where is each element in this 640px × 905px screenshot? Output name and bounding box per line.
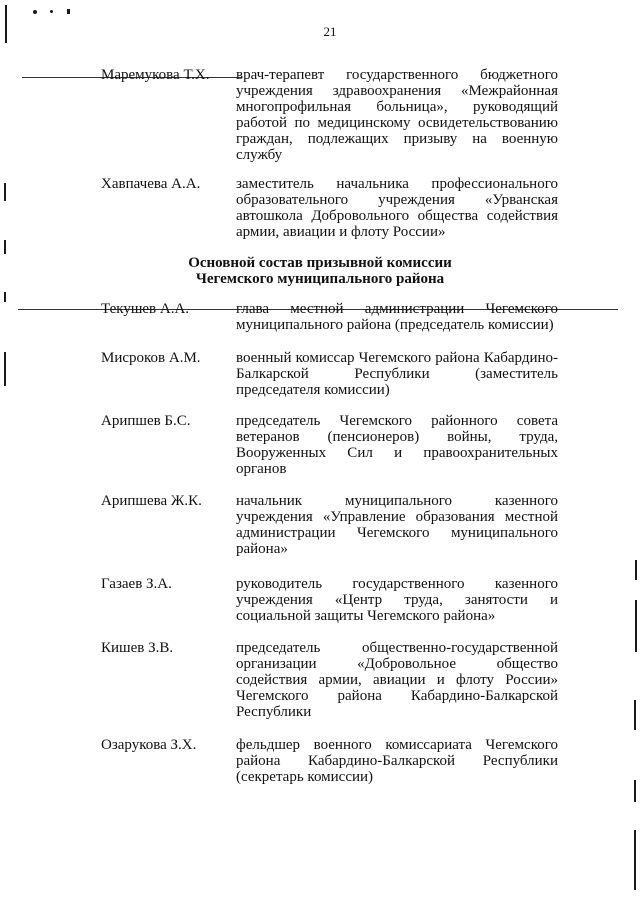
member-position: врач-терапевт государственного бюджетного учреждения здравоохранения «Межрайонная многопрофильная больница», руководящий работой по медицинскому освидетельствованию граждан, подлежащих призыву на военную службу (236, 67, 558, 163)
scan-mark-top-dot-3 (67, 9, 70, 14)
scan-mark-top-dot-2 (50, 10, 53, 13)
scan-mark-right-3 (634, 700, 636, 730)
member-name: Мисроков А.М. (101, 350, 201, 366)
section-heading-line-2: Чегемского муниципального района (195, 271, 445, 287)
member-name: Хавпачева А.А. (101, 176, 201, 192)
scan-mark-left-2 (4, 183, 6, 201)
member-name: Текушев А.А. (101, 301, 190, 317)
member-name: Арипшев Б.С. (101, 413, 191, 429)
scan-mark-top-dot-1 (33, 10, 37, 14)
member-position: заместитель начальника профессионального образовательного учреждения «Урванская автошкола Добровольного общества содействия армии, авиации и флоту России» (236, 176, 558, 240)
member-name: Маремукова Т.Х. (101, 67, 210, 83)
member-name: Кишев З.В. (101, 640, 174, 656)
section-heading (0, 255, 640, 287)
member-position: военный комиссар Чегемского района Кабардино-Балкарской Республики (заместитель председателя комиссии) (236, 350, 558, 398)
member-position: председатель Чегемского районного совета ветеранов (пенсионеров) войны, труда, Вооруженных Сил и правоохранительных органов (236, 413, 558, 477)
member-position: председатель общественно-государственной организации «Добровольное общество содействия армии, авиации и флоту России» Чегемского района Кабардино-Балкарской Республики (236, 640, 558, 720)
section-heading-line-1: Основной состав призывной комиссии (188, 255, 452, 271)
member-position: руководитель государственного казенного учреждения «Центр труда, занятости и социальной защиты Чегемского района» (236, 576, 558, 624)
scan-mark-left-4 (4, 292, 6, 302)
member-name: Арипшева Ж.К. (101, 493, 202, 509)
page-number: 21 (323, 24, 337, 39)
scan-mark-left-5 (4, 352, 6, 386)
scan-mark-left-3 (4, 240, 6, 254)
member-position: начальник муниципального казенного учреждения «Управление образования местной администрации Чегемского муниципального района» (236, 493, 558, 557)
member-name: Озарукова З.Х. (101, 737, 197, 753)
scan-mark-right-1 (635, 560, 637, 580)
member-position: фельдшер военного комиссариата Чегемского района Кабардино-Балкарской Республики (секретарь комиссии) (236, 737, 558, 785)
scan-mark-right-2 (635, 600, 637, 652)
member-name: Газаев З.А. (101, 576, 172, 592)
scan-mark-right-4 (634, 780, 636, 802)
member-position: глава местной администрации Чегемского муниципального района (председатель комиссии) (236, 301, 558, 333)
scan-mark-right-5 (634, 830, 636, 890)
